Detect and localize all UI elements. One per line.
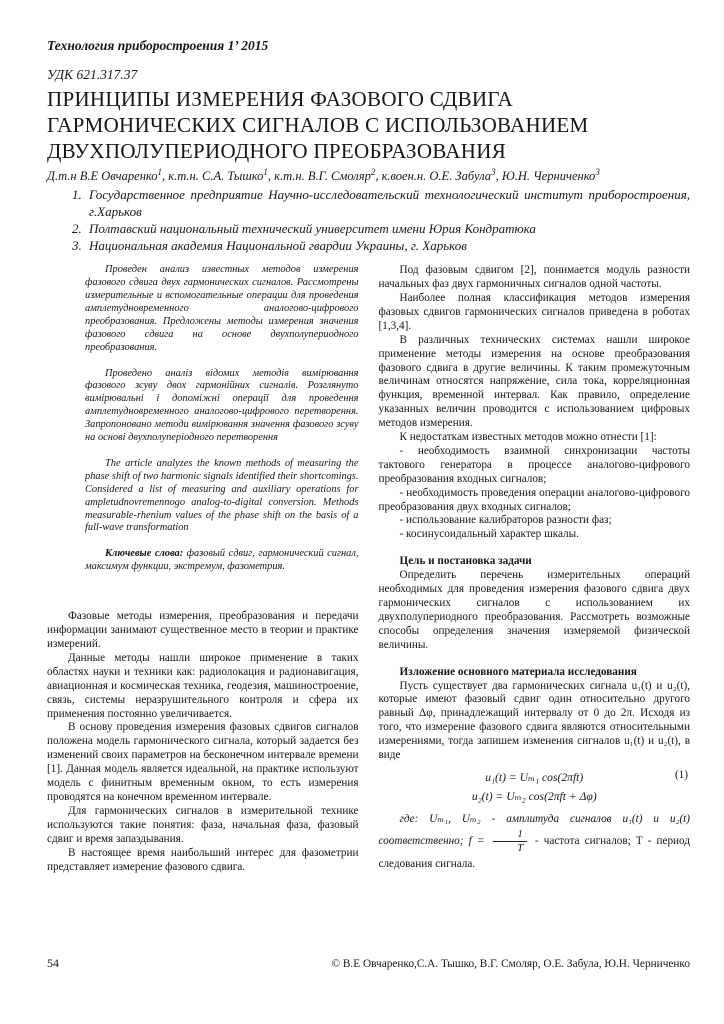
list-item-dash: - необходимость проведения операции аналогово-цифрового преобразования двух входных сигналов; bbox=[378, 486, 690, 513]
paragraph: Определить перечень измерительных операций необходимых для проведения измерения фазового сдвига двух гармонических сигналов с использованием их двухполупериодного преобразования. Рассмотреть возможные способы определения значения измеряемой физической величины. bbox=[378, 569, 690, 651]
author-5: Ю.Н. Черниченко bbox=[501, 169, 596, 184]
list-item-dash: - необходимость взаимной синхронизации частоты тактового генератора в процессе аналогово-цифрового преобразования входных сигналов; bbox=[378, 444, 690, 485]
paragraph: Данные методы нашли широкое применение в таких областях науки и техники как: радиолокация и радионавигация, авиационная и космическая техника, геодезия, машиностроение, связь, системы неразрушительного контроля и сфера их применения постоянно увеличивается. bbox=[47, 651, 359, 720]
right-column bbox=[379, 264, 691, 874]
author-3: к.т.н. В.Г. Смоляр bbox=[274, 169, 371, 184]
affiliation-item-3: 3. Национальная академия Национальной гвардии Украины, г. Харьков bbox=[85, 237, 690, 254]
author-1: Д.т.н В.Е Овчаренко bbox=[47, 169, 158, 184]
affiliation-item-2: 2. Полтавский национальный технический университет имени Юрия Кондратюка bbox=[85, 220, 690, 237]
section-heading-main: Изложение основного материала исследования bbox=[399, 665, 637, 678]
author-separator: , bbox=[375, 169, 382, 184]
equation-number: (1) bbox=[674, 768, 688, 781]
fraction-one-over-T bbox=[493, 829, 527, 854]
paragraph: В настоящее время наибольший интерес для фазометрии представляет измерение фазового сдвига. bbox=[47, 846, 359, 873]
where-clause-paragraph bbox=[379, 809, 691, 874]
abstract-english: The article analyzes the known methods of measuring the phase shift of two harmonic signals identified their shortcomings. Considered a list of measuring and auxiliary operations for ampletudnovremennogo analog-to-digital conversion. Methods measurable-rhenium values of the phase shift on the basis of a full-wave transformation bbox=[85, 457, 359, 534]
two-column-layout bbox=[47, 264, 690, 874]
paragraph: Для гармонических сигналов в измерительной технике используются такие понятия: фаза, начальная фаза, фазовый сдвиг и время запаздывания. bbox=[47, 804, 359, 845]
abstract-ukrainian: Проведено аналіз відомих методів вимірювання фазового зсуву двох гармонійних сигналів. Розглянуто вимірювальні і допоміжні операції для проведення амплетудновременного аналогово-цифрового перетворення. Запропоновано методи вимірювання значення фазового зсуву на основі двухполуперіодного перетворення bbox=[85, 367, 359, 444]
author-3-affiliation-mark: 2 bbox=[370, 167, 376, 177]
author-2: к.т.н. С.А. Тышко bbox=[168, 169, 264, 184]
journal-header: Технология приборостроения 1’ 2015 bbox=[47, 38, 269, 53]
author-4-affiliation-mark: 3 bbox=[491, 167, 496, 177]
where-text-after-fraction: - частота сигналов; T - период следования сигнала. bbox=[378, 835, 690, 870]
page-number: 54 bbox=[47, 956, 59, 970]
paragraph: Под фазовым сдвигом [2], понимается модуль разности начальных фаз двух гармоничных сигналов одной частоты. bbox=[378, 264, 690, 291]
where-text-before-fraction: где: Uₘ₁, Uₘ₂ - амплитуда сигналов u₁(t) и u₂(t) соответственно; f = bbox=[378, 812, 690, 848]
paragraph: В основу проведения измерения фазовых сдвигов сигналов положена модель гармонического сигнала, который задается без изменений своих параметров на бесконечном интервале времени [1]. Данная модель является идеальной, на практике используют модель с финитным временным окном, то есть измерения проводятся на конечном временном интервале. bbox=[47, 721, 359, 803]
section-heading-goal: Цель и постановка задачи bbox=[399, 555, 532, 568]
affiliation-item-1: 1. Государственное предприятие Научно-исследовательский технологический институт приборостроения, г.Харьков bbox=[85, 186, 690, 220]
keywords-label: Ключевые слова: bbox=[105, 548, 184, 560]
author-separator: , bbox=[495, 169, 502, 184]
keywords-paragraph bbox=[85, 548, 359, 574]
paragraph: В различных технических системах нашли широкое применение методы измерения на основе преобразования фазового сдвига в другие величины. К таким промежуточным величинам относятся напряжение, сила тока, корреляционная функция, временной интервал. Как правило, определение указанных величин проводится с использованием цифровых методов измерения. bbox=[378, 333, 690, 430]
paragraph: Фазовые методы измерения, преобразования и передачи информации занимают существенное место в теории и практике измерений. bbox=[47, 610, 359, 650]
list-item-dash: - косинусоидальный характер шкалы. bbox=[399, 528, 579, 541]
paper-title-line-1: ПРИНЦИПЫ ИЗМЕРЕНИЯ ФАЗОВОГО СДВИГА bbox=[47, 87, 513, 111]
left-column bbox=[47, 264, 359, 874]
author-separator: , bbox=[162, 169, 169, 184]
author-4: к.воен.н. О.Е. Забула bbox=[381, 169, 492, 184]
authors-line bbox=[47, 167, 690, 184]
equation-block-1 bbox=[379, 768, 691, 806]
paper-title bbox=[47, 86, 690, 164]
paper-title-line-3: ДВУХПОЛУПЕРИОДНОГО ПРЕОБРАЗОВАНИЯ bbox=[47, 139, 507, 163]
paper-title-line-2: ГАРМОНИЧЕСКИХ СИГНАЛОВ С ИСПОЛЬЗОВАНИЕМ bbox=[47, 113, 589, 137]
paragraph: К недостаткам известных методов можно отнести [1]: bbox=[399, 431, 657, 444]
paragraph-with-math: Пусть существует два гармонических сигнала u₁(t) и u₂(t), которые имеют фазовый сдвиг один относительно другого равный Δφ, принадлежащий интервалу от 0 до 2π. Исходя из того, что измерение фазового сдвига являются относительными измерениями, тогда запишем изменения сигналов u₁(t) и u₂(t), в виде bbox=[378, 679, 690, 762]
author-1-affiliation-mark: 1 bbox=[157, 167, 163, 177]
equation-u1: u₁(t) = Uₘ₁ cos(2πft) bbox=[485, 770, 584, 784]
fraction-numerator: 1 bbox=[493, 829, 527, 842]
fraction-denominator: T bbox=[517, 842, 524, 854]
author-2-affiliation-mark: 1 bbox=[263, 167, 268, 177]
udk-code: УДК 621.317.37 bbox=[47, 67, 138, 82]
equation-u2: u₂(t) = Uₘ₂ cos(2πft + Δφ) bbox=[471, 789, 597, 803]
keywords-text: фазовый сдвиг, гармонический сигнал, максимум функции, экстремум, фазометрия. bbox=[85, 548, 359, 573]
author-separator: , bbox=[267, 169, 275, 184]
affiliations-list bbox=[47, 186, 690, 254]
paragraph: Наиболее полная классификация методов измерения фазовых сдвигов гармонических сигналов приведена в роботах [1,3,4]. bbox=[378, 291, 690, 332]
list-item-dash: - использование калибраторов разности фаз; bbox=[399, 514, 612, 527]
page-footer bbox=[47, 956, 690, 971]
copyright-line: © В.Е Овчаренко,С.А. Тышко, В.Г. Смоляр, О.Е. Забула, Ю.Н. Черниченко bbox=[331, 958, 690, 970]
author-5-affiliation-mark: 3 bbox=[595, 167, 600, 177]
abstract-russian: Проведен анализ известных методов измерения фазового сдвига двух гармонических сигналов. Рассмотрены измерительные и вспомогательные операции для проведения амплетудновременного аналогово-цифрового преобразования. Предложены методы измерения значения фазового сдвига на основе двухполупериодного преобразования. bbox=[85, 264, 359, 353]
